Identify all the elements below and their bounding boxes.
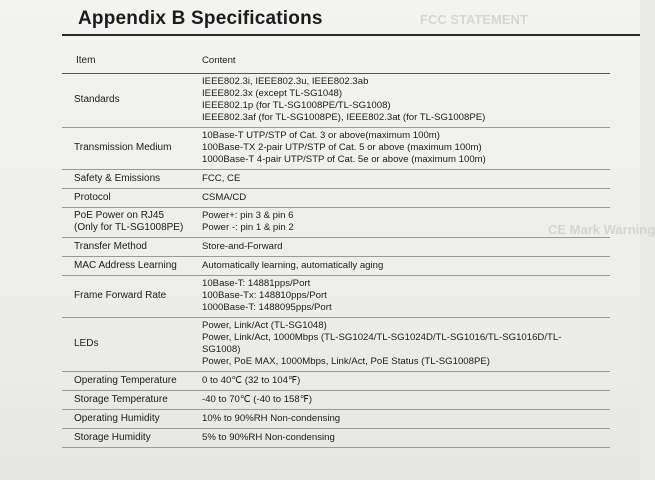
spec-item-line: Transfer Method [74,241,147,252]
table-row [62,189,610,208]
spec-item-name [62,372,196,391]
table-row [62,410,610,429]
spec-value-line: Store-and-Forward [202,241,283,252]
spec-item-name [62,410,196,429]
background-ce-mark-warning: CE Mark Warning [548,222,655,237]
spec-item-value [196,170,610,189]
spec-value-line: 100Base-Tx: 148810pps/Port [202,290,327,301]
spec-value-line: CSMA/CD [202,192,247,203]
spec-item-name [62,208,196,238]
spec-value-line: Power+: pin 3 & pin 6 [202,210,294,221]
spec-item-name [62,170,196,189]
spec-item-line: Protocol [74,192,111,203]
table-row [62,170,610,189]
spec-item-name [62,276,196,318]
spec-item-line: LEDs [74,338,99,349]
title-divider [62,34,640,36]
spec-value-line: Power, PoE MAX, 1000Mbps, Link/Act, PoE Status (TL-SG1008PE) [202,356,490,367]
spec-value-line: FCC, CE [202,173,241,184]
spec-item-name [62,429,196,448]
spec-item-line: Transmission Medium [74,142,172,153]
spec-item-line: Storage Humidity [74,432,151,443]
spec-value-line: IEEE802.1p (for TL-SG1008PE/TL-SG1008) [202,100,391,111]
spec-item-name [62,238,196,257]
spec-item-name [62,391,196,410]
header-content: Content [196,50,610,74]
spec-item-line: Operating Temperature [74,375,177,386]
spec-value-line: Power, Link/Act (TL-SG1048) [202,320,327,331]
spec-item-name [62,318,196,372]
table-row [62,318,610,372]
spec-value-line: Power -: pin 1 & pin 2 [202,222,294,233]
spec-item-line: (Only for TL-SG1008PE) [74,222,184,233]
table-row [62,128,610,170]
spec-item-value [196,276,610,318]
spec-value-line: SG1008) [202,344,241,355]
specifications-table [62,50,610,448]
spec-value-line: 10% to 90%RH Non-condensing [202,413,341,424]
spec-value-line: IEEE802.3af (for TL-SG1008PE), IEEE802.3at (for TL-SG1008PE) [202,112,486,123]
spec-item-name [62,189,196,208]
spec-item-value [196,318,610,372]
background-fcc-statement: FCC STATEMENT [420,12,528,27]
spec-value-line: 1000Base-T: 1488095pps/Port [202,302,332,313]
spec-item-name [62,74,196,128]
spec-item-line: Standards [74,94,120,105]
spec-value-line: 0 to 40℃ (32 to 104℉) [202,375,301,386]
spec-item-line: PoE Power on RJ45 [74,210,165,221]
table-row [62,391,610,410]
spec-value-line: 10Base-T UTP/STP of Cat. 3 or above(maximum 100m) [202,130,440,141]
spec-item-value [196,372,610,391]
spec-item-line: Storage Temperature [74,394,168,405]
page-title: Appendix B Specifications [78,8,323,29]
spec-item-value [196,429,610,448]
spec-item-value [196,208,610,238]
spec-item-line: Safety & Emissions [74,173,161,184]
spec-value-line: 1000Base-T 4-pair UTP/STP of Cat. 5e or above (maximum 100m) [202,154,486,165]
spec-item-name [62,128,196,170]
spec-value-line: 100Base-TX 2-pair UTP/STP of Cat. 5 or above (maximum 100m) [202,142,482,153]
spec-value-line: 5% to 90%RH Non-condensing [202,432,335,443]
table-row [62,429,610,448]
spec-item-value [196,257,610,276]
table-row [62,276,610,318]
spec-value-line: 10Base-T: 14881pps/Port [202,278,311,289]
table-header-row [62,50,610,74]
spec-item-value [196,128,610,170]
table-row [62,372,610,391]
table-row [62,238,610,257]
header-item: Item [62,50,196,74]
spec-value-line: -40 to 70℃ (-40 to 158℉) [202,394,313,405]
spec-value-line: Power, Link/Act, 1000Mbps (TL-SG1024/TL-SG1024D/TL-SG1016/TL-SG1016D/TL- [202,332,562,343]
spec-item-value [196,410,610,429]
spec-item-name [62,257,196,276]
spec-item-line: MAC Address Learning [74,260,177,271]
table-row [62,208,610,238]
spec-value-line: IEEE802.3i, IEEE802.3u, IEEE802.3ab [202,76,369,87]
spec-item-line: Operating Humidity [74,413,160,424]
spec-value-line: Automatically learning, automatically aging [202,260,384,271]
spec-item-value [196,189,610,208]
specifications-table-body [62,74,610,448]
spec-value-line: IEEE802.3x (except TL-SG1048) [202,88,343,99]
spec-item-value [196,74,610,128]
spec-item-line: Frame Forward Rate [74,290,167,301]
table-row [62,257,610,276]
spec-item-value [196,391,610,410]
table-row [62,74,610,128]
spec-item-value [196,238,610,257]
